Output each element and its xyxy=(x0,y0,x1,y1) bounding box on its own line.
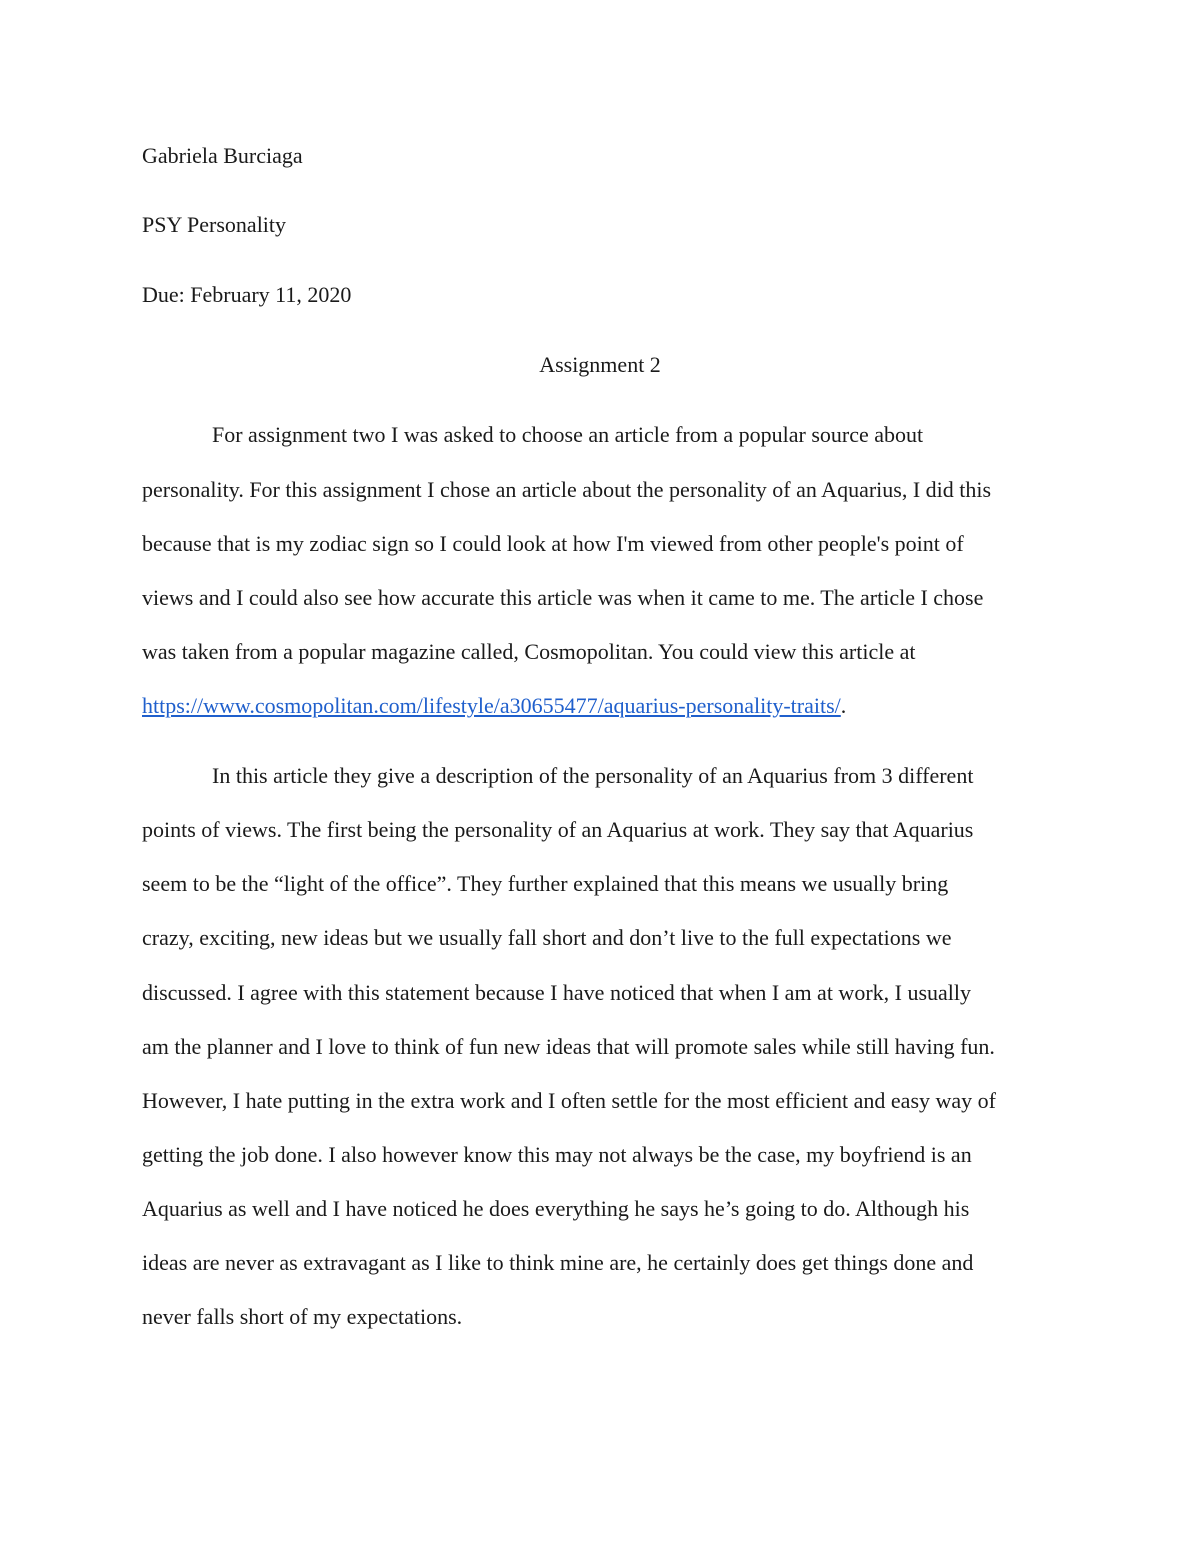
paragraph-1-line: was taken from a popular magazine called, Cosmopolitan. You could view this article at xyxy=(142,639,916,664)
paragraph-1-link-line xyxy=(142,693,846,719)
due-date: Due: February 11, 2020 xyxy=(142,282,352,307)
paragraph-2-line: However, I hate putting in the extra work and I often settle for the most efficient and easy way of xyxy=(142,1088,996,1113)
paragraph-2-line: points of views. The first being the personality of an Aquarius at work. They say that Aquarius xyxy=(142,817,974,842)
author-name: Gabriela Burciaga xyxy=(142,143,303,168)
paragraph-2-line: getting the job done. I also however know this may not always be the case, my boyfriend is an xyxy=(142,1142,972,1167)
paragraph-2-line: seem to be the “light of the office”. They further explained that this means we usually bring xyxy=(142,871,949,896)
paragraph-1-line: personality. For this assignment I chose an article about the personality of an Aquarius, I did this xyxy=(142,477,992,502)
paragraph-2-line: never falls short of my expectations. xyxy=(142,1304,463,1329)
paragraph-1-line: because that is my zodiac sign so I could look at how I'm viewed from other people's point of xyxy=(142,531,964,556)
paragraph-2-line: discussed. I agree with this statement because I have noticed that when I am at work, I usually xyxy=(142,980,972,1005)
paragraph-2-line: am the planner and I love to think of fun new ideas that will promote sales while still having fun. xyxy=(142,1034,995,1059)
document-title: Assignment 2 xyxy=(539,352,661,377)
course-name: PSY Personality xyxy=(142,212,287,237)
paragraph-2-line: ideas are never as extravagant as I like to think mine are, he certainly does get things done and xyxy=(142,1250,974,1275)
paragraph-1-line: For assignment two I was asked to choose an article from a popular source about xyxy=(212,422,924,447)
article-link[interactable]: https://www.cosmopolitan.com/lifestyle/a30655477/aquarius-personality-traits/ xyxy=(142,693,841,718)
paragraph-2-line: In this article they give a description of the personality of an Aquarius from 3 different xyxy=(212,763,974,788)
paragraph-1-line: views and I could also see how accurate this article was when it came to me. The article I chose xyxy=(142,585,984,610)
link-suffix: . xyxy=(840,693,847,718)
paragraph-2-line: crazy, exciting, new ideas but we usually fall short and don’t live to the full expectations we xyxy=(142,925,952,950)
paragraph-2-line: Aquarius as well and I have noticed he does everything he says he’s going to do. Although his xyxy=(142,1196,970,1221)
